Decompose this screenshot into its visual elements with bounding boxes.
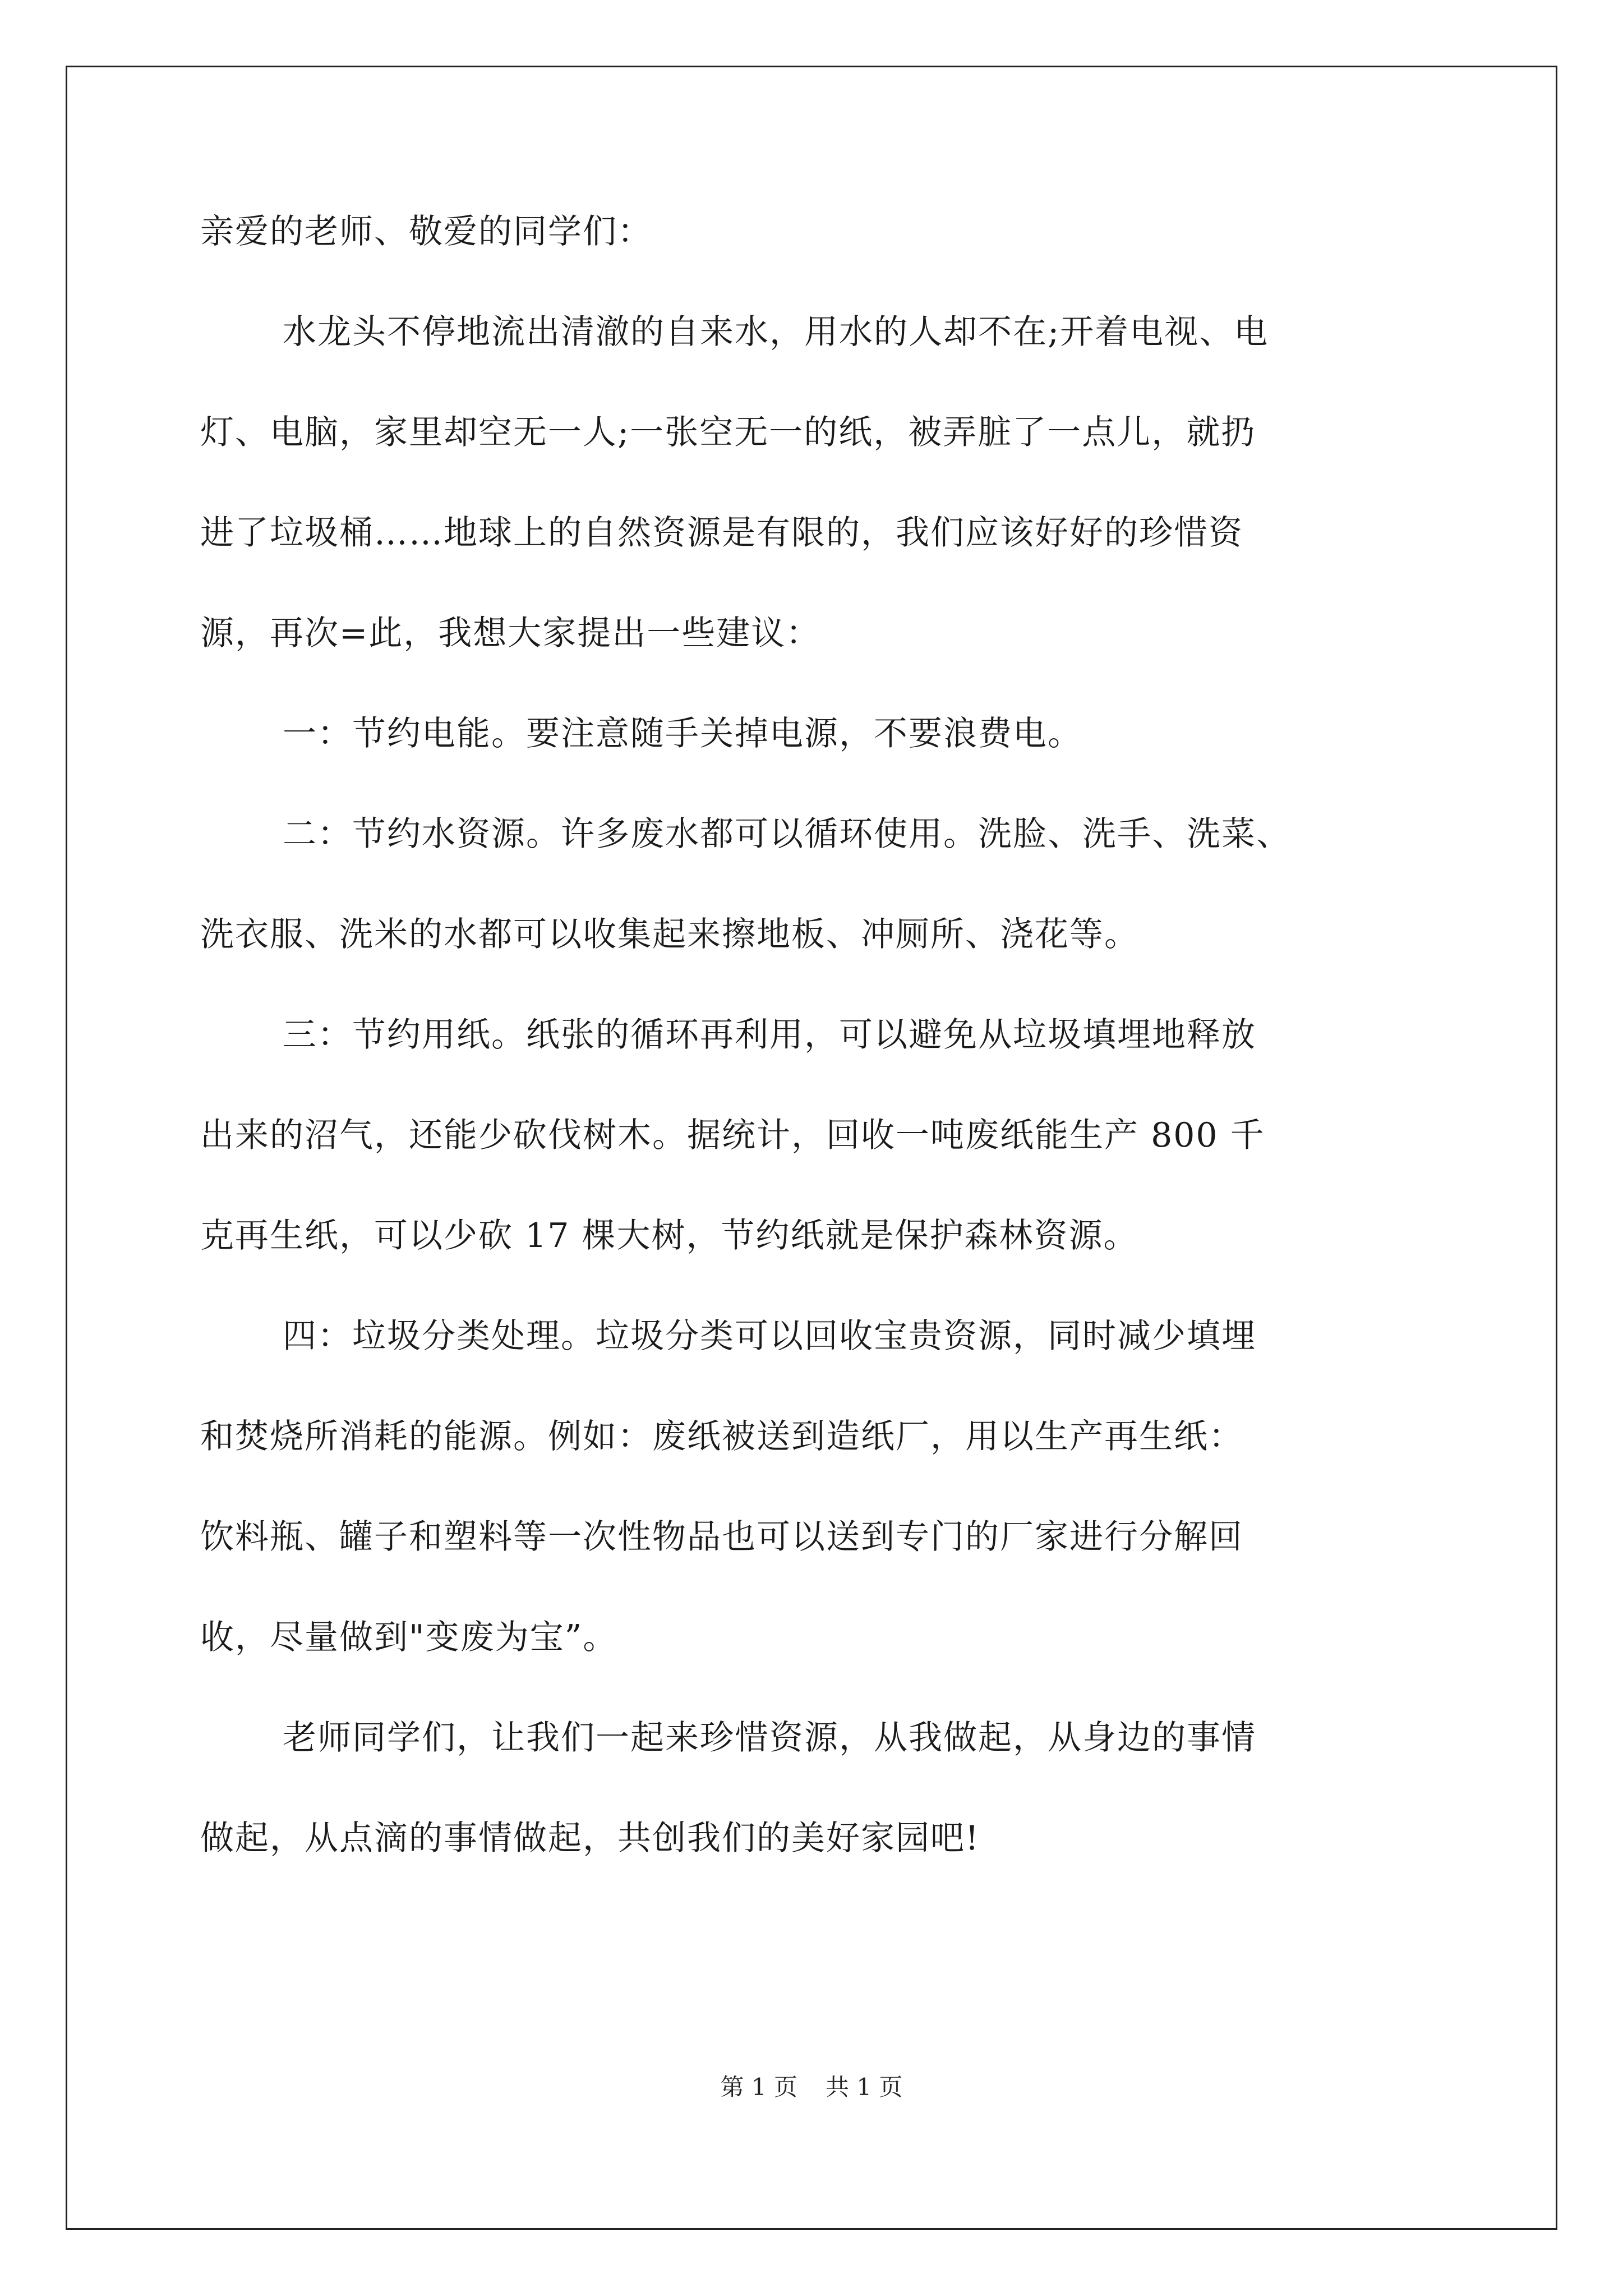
paragraph-intro-line: 水龙头不停地流出清澈的自来水，用水的人却不在;开着电视、电 (283, 312, 1269, 352)
closing-line: 老师同学们，让我们一起来珍惜资源，从我做起，从身边的事情 (283, 1718, 1256, 1757)
suggestion-four-line: 收，尽量做到"变废为宝”。 (200, 1618, 618, 1657)
suggestion-three-line: 克再生纸，可以少砍 17 棵大树，节约纸就是保护森林资源。 (200, 1216, 1138, 1255)
suggestion-four-line: 四：垃圾分类处理。垃圾分类可以回收宝贵资源，同时减少填埋 (283, 1317, 1256, 1356)
page-total: 共 1 页 (826, 2073, 903, 2101)
paragraph-intro-line: 进了垃圾桶……地球上的自然资源是有限的，我们应该好好的珍惜资 (200, 513, 1243, 553)
paragraph-intro-line: 灯、电脑，家里却空无一人;一张空无一的纸，被弄脏了一点儿，就扔 (200, 413, 1256, 452)
suggestion-four-line: 饮料瓶、罐子和塑料等一次性物品也可以送到专门的厂家进行分解回 (200, 1517, 1243, 1557)
suggestion-four-line: 和焚烧所消耗的能源。例如：废纸被送到造纸厂，用以生产再生纸： (200, 1417, 1243, 1456)
suggestion-two-line: 洗衣服、洗米的水都可以收集起来擦地板、冲厕所、浇花等。 (200, 915, 1139, 954)
suggestion-three-line: 出来的沼气，还能少砍伐树木。据统计，回收一吨废纸能生产 800 千 (200, 1116, 1265, 1155)
suggestion-two-line: 二：节约水资源。许多废水都可以循环使用。洗脸、洗手、洗菜、 (283, 815, 1291, 854)
salutation: 亲爱的老师、敬爱的同学们： (200, 212, 652, 251)
closing-line: 做起，从点滴的事情做起，共创我们的美好家园吧! (200, 1819, 980, 1858)
page-number: 第 1 页 (720, 2073, 797, 2101)
page-footer (0, 2073, 1623, 2101)
suggestion-three-line: 三：节约用纸。纸张的循环再利用，可以避免从垃圾填埋地释放 (283, 1015, 1256, 1055)
paragraph-intro-line: 源，再次=此，我想大家提出一些建议： (200, 614, 821, 653)
document-body (200, 212, 1426, 1922)
suggestion-one: 一：节约电能。要注意随手关掉电源，不要浪费电。 (283, 714, 1082, 753)
